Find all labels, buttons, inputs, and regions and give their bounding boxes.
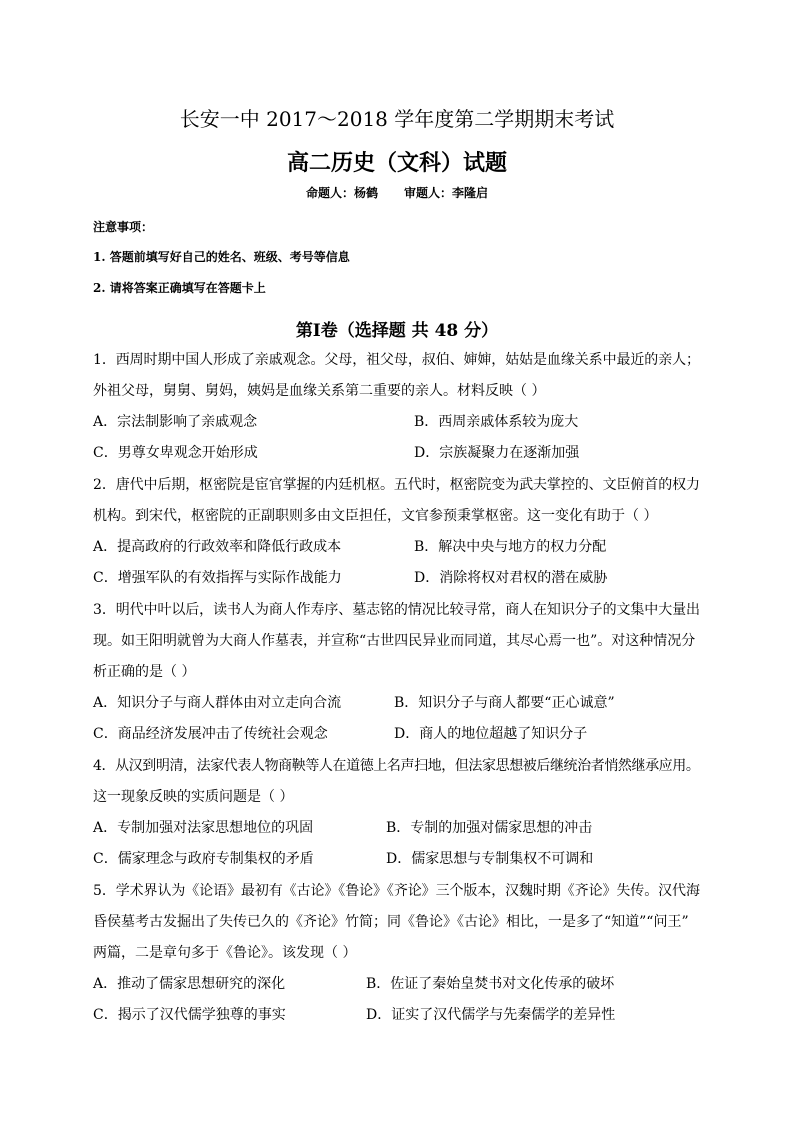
question-3-option-b: B．知识分子与商人都要“正心诚意” — [394, 695, 615, 711]
question-3-line-2: 现。如王阳明就曾为大商人作墓表，并宣称“古世四民异业而同道，其尽心焉一也”。对这种情况分 — [93, 633, 696, 649]
question-2-option-b: B．解决中央与地方的权力分配 — [414, 539, 607, 555]
question-1-line-2: 外祖父母，舅舅、舅妈，姨妈是血缘关系第二重要的亲人。材料反映（ ） — [93, 383, 546, 399]
authors-line — [0, 184, 794, 201]
question-2-line-1: 2．唐代中后期，枢密院是宦官掌握的内廷机枢。五代时，枢密院变为武夫掌控的、文臣俯首的权力 — [93, 477, 700, 493]
question-2-option-c: C．增强军队的有效指挥与实际作战能力 — [93, 570, 342, 586]
setter-name: 命题人：杨鹤 — [305, 186, 378, 200]
question-3-line-1: 3．明代中叶以后，读书人为商人作寿序、墓志铭的情况比较寻常，商人在知识分子的文集中大量出 — [93, 602, 700, 618]
question-4-line-2: 这一现象反映的实质问题是（ ） — [93, 789, 294, 805]
exam-subtitle: 高二历史（文科）试题 — [286, 150, 507, 176]
question-1-option-c: C．男尊女卑观念开始形成 — [93, 445, 258, 461]
question-5-line-1: 5．学术界认为《论语》最初有《古论》《鲁论》《齐论》三个版本，汉魏时期《齐论》失传。汉代海 — [93, 883, 700, 899]
question-2-line-2: 机构。到宋代，枢密院的正副职则多由文臣担任，文官参预秉掌枢密。这一变化有助于（ ） — [93, 508, 658, 524]
notice-item-2: 2. 请将答案正确填写在答题卡上 — [93, 281, 266, 295]
question-1-option-a: A．宗法制影响了亲戚观念 — [93, 414, 258, 430]
question-4-option-d: D．儒家思想与专制集权不可调和 — [386, 851, 594, 867]
question-1-option-b: B．西周亲戚体系较为庞大 — [414, 414, 579, 430]
notice-heading: 注意事项： — [93, 220, 154, 234]
question-5-line-3: 两篇，二是章句多于《鲁论》。该发现（ ） — [93, 945, 357, 961]
exam-title: 长安一中 2017～2018 学年度第二学期期末考试 — [179, 107, 615, 131]
question-2-option-a: A．提高政府的行政效率和降低行政成本 — [93, 539, 342, 555]
question-5-option-d: D．证实了汉代儒学与先秦儒学的差异性 — [366, 1007, 616, 1023]
question-2-option-d: D．消除将权对君权的潜在威胁 — [414, 570, 608, 586]
question-1-option-d: D．宗族凝聚力在逐渐加强 — [414, 445, 580, 461]
question-4-option-a: A．专制加强对法家思想地位的巩固 — [93, 820, 314, 836]
question-3-option-c: C．商品经济发展冲击了传统社会观念 — [93, 726, 328, 742]
question-4-option-b: B．专制的加强对儒家思想的冲击 — [386, 820, 593, 836]
question-5-option-a: A．推动了儒家思想研究的深化 — [93, 976, 286, 992]
question-4-line-1: 4．从汉到明清，法家代表人物商鞅等人在道德上名声扫地，但法家思想被后继统治者悄然继承应用。 — [93, 758, 700, 774]
reviewer-name: 审题人：李隆启 — [404, 186, 489, 200]
notice-item-1: 1. 答题前填写好自己的姓名、班级、考号等信息 — [93, 250, 350, 264]
question-1-line-1: 1．西周时期中国人形成了亲戚观念。父母，祖父母，叔伯、婶婶，姑姑是血缘关系中最近的亲人； — [93, 352, 700, 368]
question-5-line-2: 昏侯墓考古发掘出了失传已久的《齐论》竹简；同《鲁论》《古论》相比，一是多了“知道”“问王” — [93, 914, 689, 930]
question-4-option-c: C．儒家理念与政府专制集权的矛盾 — [93, 851, 314, 867]
question-5-option-c: C．揭示了汉代儒学独尊的事实 — [93, 1007, 286, 1023]
question-3-option-d: D．商人的地位超越了知识分子 — [394, 726, 588, 742]
section-title: 第Ⅰ卷（选择题 共 48 分） — [295, 321, 499, 341]
question-3-line-3: 析正确的是（ ） — [93, 664, 196, 680]
question-3-option-a: A．知识分子与商人群体由对立走向合流 — [93, 695, 342, 711]
question-5-option-b: B．佐证了秦始皇焚书对文化传承的破坏 — [366, 976, 615, 992]
